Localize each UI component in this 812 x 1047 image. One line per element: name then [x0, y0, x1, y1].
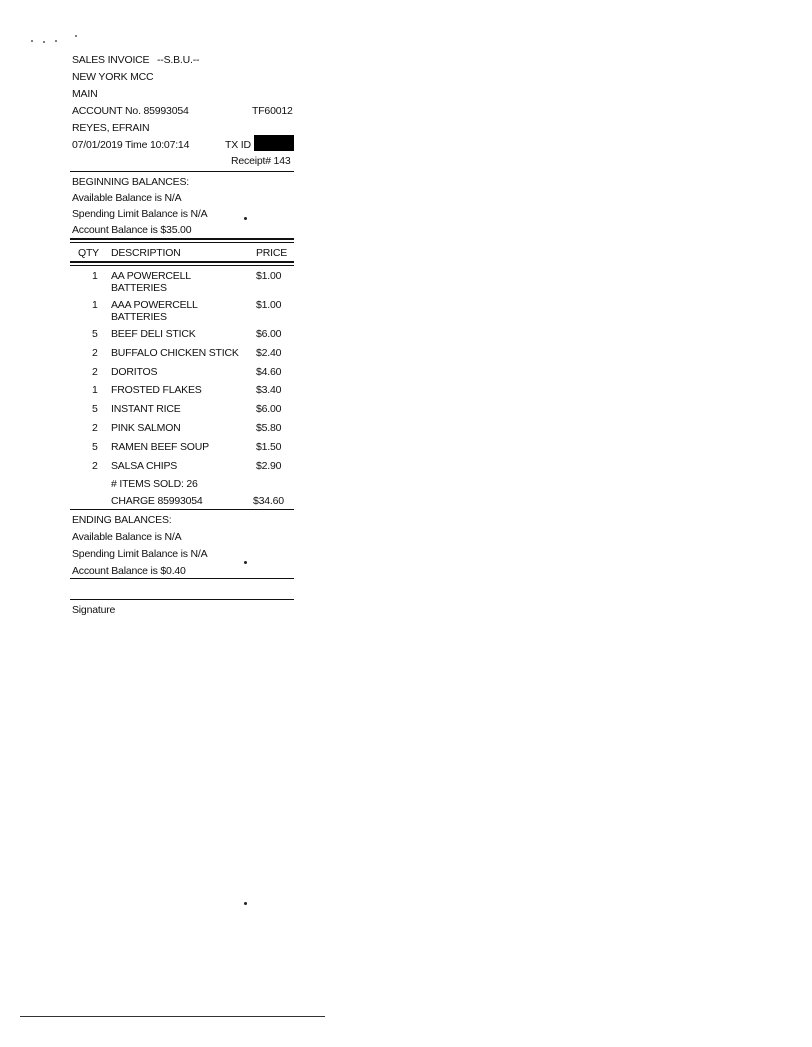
divider	[70, 509, 294, 510]
items-sold-count: # ITEMS SOLD: 26	[111, 478, 198, 490]
item-description: INSTANT RICE	[111, 403, 181, 415]
account-number: ACCOUNT No. 85993054	[72, 105, 189, 117]
charge-label: CHARGE 85993054	[111, 495, 203, 507]
item-price: $6.00	[256, 403, 282, 415]
location-name: MAIN	[72, 88, 98, 100]
scan-edge-line	[20, 1016, 325, 1017]
item-description: FROSTED FLAKES	[111, 384, 202, 396]
scan-speck	[75, 35, 77, 37]
beginning-spending-limit: Spending Limit Balance is N/A	[72, 208, 208, 220]
divider	[70, 261, 294, 263]
description-header: DESCRIPTION	[111, 247, 181, 259]
item-price: $3.40	[256, 384, 282, 396]
item-description-line2: BATTERIES	[111, 282, 167, 294]
price-header: PRICE	[256, 247, 288, 259]
item-price: $5.80	[256, 422, 282, 434]
scan-speck	[31, 40, 33, 42]
item-description: SALSA CHIPS	[111, 460, 178, 472]
scan-speck	[244, 561, 247, 564]
item-description: BUFFALO CHICKEN STICK	[111, 347, 239, 359]
item-qty: 2	[92, 460, 98, 472]
divider	[70, 578, 294, 579]
item-description: AAA POWERCELL	[111, 299, 198, 311]
facility-name: NEW YORK MCC	[72, 71, 154, 83]
divider	[70, 242, 294, 243]
item-qty: 1	[92, 270, 98, 282]
receipt-number: Receipt# 143	[231, 155, 291, 167]
ending-spending-limit: Spending Limit Balance is N/A	[72, 548, 208, 560]
scan-speck	[244, 217, 247, 220]
signature-label: Signature	[72, 604, 116, 616]
item-price: $1.00	[256, 270, 282, 282]
item-qty: 1	[92, 299, 98, 311]
beginning-account-balance: Account Balance is $35.00	[72, 224, 192, 236]
sbu-label: --S.B.U.--	[157, 54, 200, 66]
item-price: $6.00	[256, 328, 282, 340]
divider	[70, 238, 294, 240]
ending-balances-title: ENDING BALANCES:	[72, 514, 172, 526]
item-description: AA POWERCELL	[111, 270, 191, 282]
redacted-tx-id	[254, 135, 294, 151]
ending-account-balance: Account Balance is $0.40	[72, 565, 186, 577]
divider	[70, 265, 294, 266]
terminal-id: TF60012	[252, 105, 293, 117]
item-qty: 2	[92, 422, 98, 434]
item-qty: 2	[92, 366, 98, 378]
item-description: PINK SALMON	[111, 422, 181, 434]
item-price: $1.00	[256, 299, 282, 311]
scan-speck	[55, 40, 57, 42]
item-price: $2.90	[256, 460, 282, 472]
item-qty: 1	[92, 384, 98, 396]
scan-speck	[244, 902, 247, 905]
item-description: RAMEN BEEF SOUP	[111, 441, 209, 453]
item-price: $1.50	[256, 441, 282, 453]
item-description-line2: BATTERIES	[111, 311, 167, 323]
ending-available-balance: Available Balance is N/A	[72, 531, 182, 543]
item-description: BEEF DELI STICK	[111, 328, 196, 340]
beginning-balances-title: BEGINNING BALANCES:	[72, 176, 189, 188]
signature-line	[70, 599, 294, 600]
item-qty: 5	[92, 403, 98, 415]
item-qty: 5	[92, 441, 98, 453]
item-price: $4.60	[256, 366, 282, 378]
item-qty: 5	[92, 328, 98, 340]
item-qty: 2	[92, 347, 98, 359]
item-price: $2.40	[256, 347, 282, 359]
beginning-available-balance: Available Balance is N/A	[72, 192, 182, 204]
divider	[70, 171, 294, 172]
transaction-datetime: 07/01/2019 Time 10:07:14	[72, 139, 190, 151]
item-description: DORITOS	[111, 366, 158, 378]
sales-invoice-label: SALES INVOICE	[72, 54, 150, 66]
qty-header: QTY	[78, 247, 99, 259]
tx-id-label: TX ID	[225, 139, 251, 151]
customer-name: REYES, EFRAIN	[72, 122, 150, 134]
scan-speck	[43, 41, 45, 43]
charge-total: $34.60	[253, 495, 284, 507]
